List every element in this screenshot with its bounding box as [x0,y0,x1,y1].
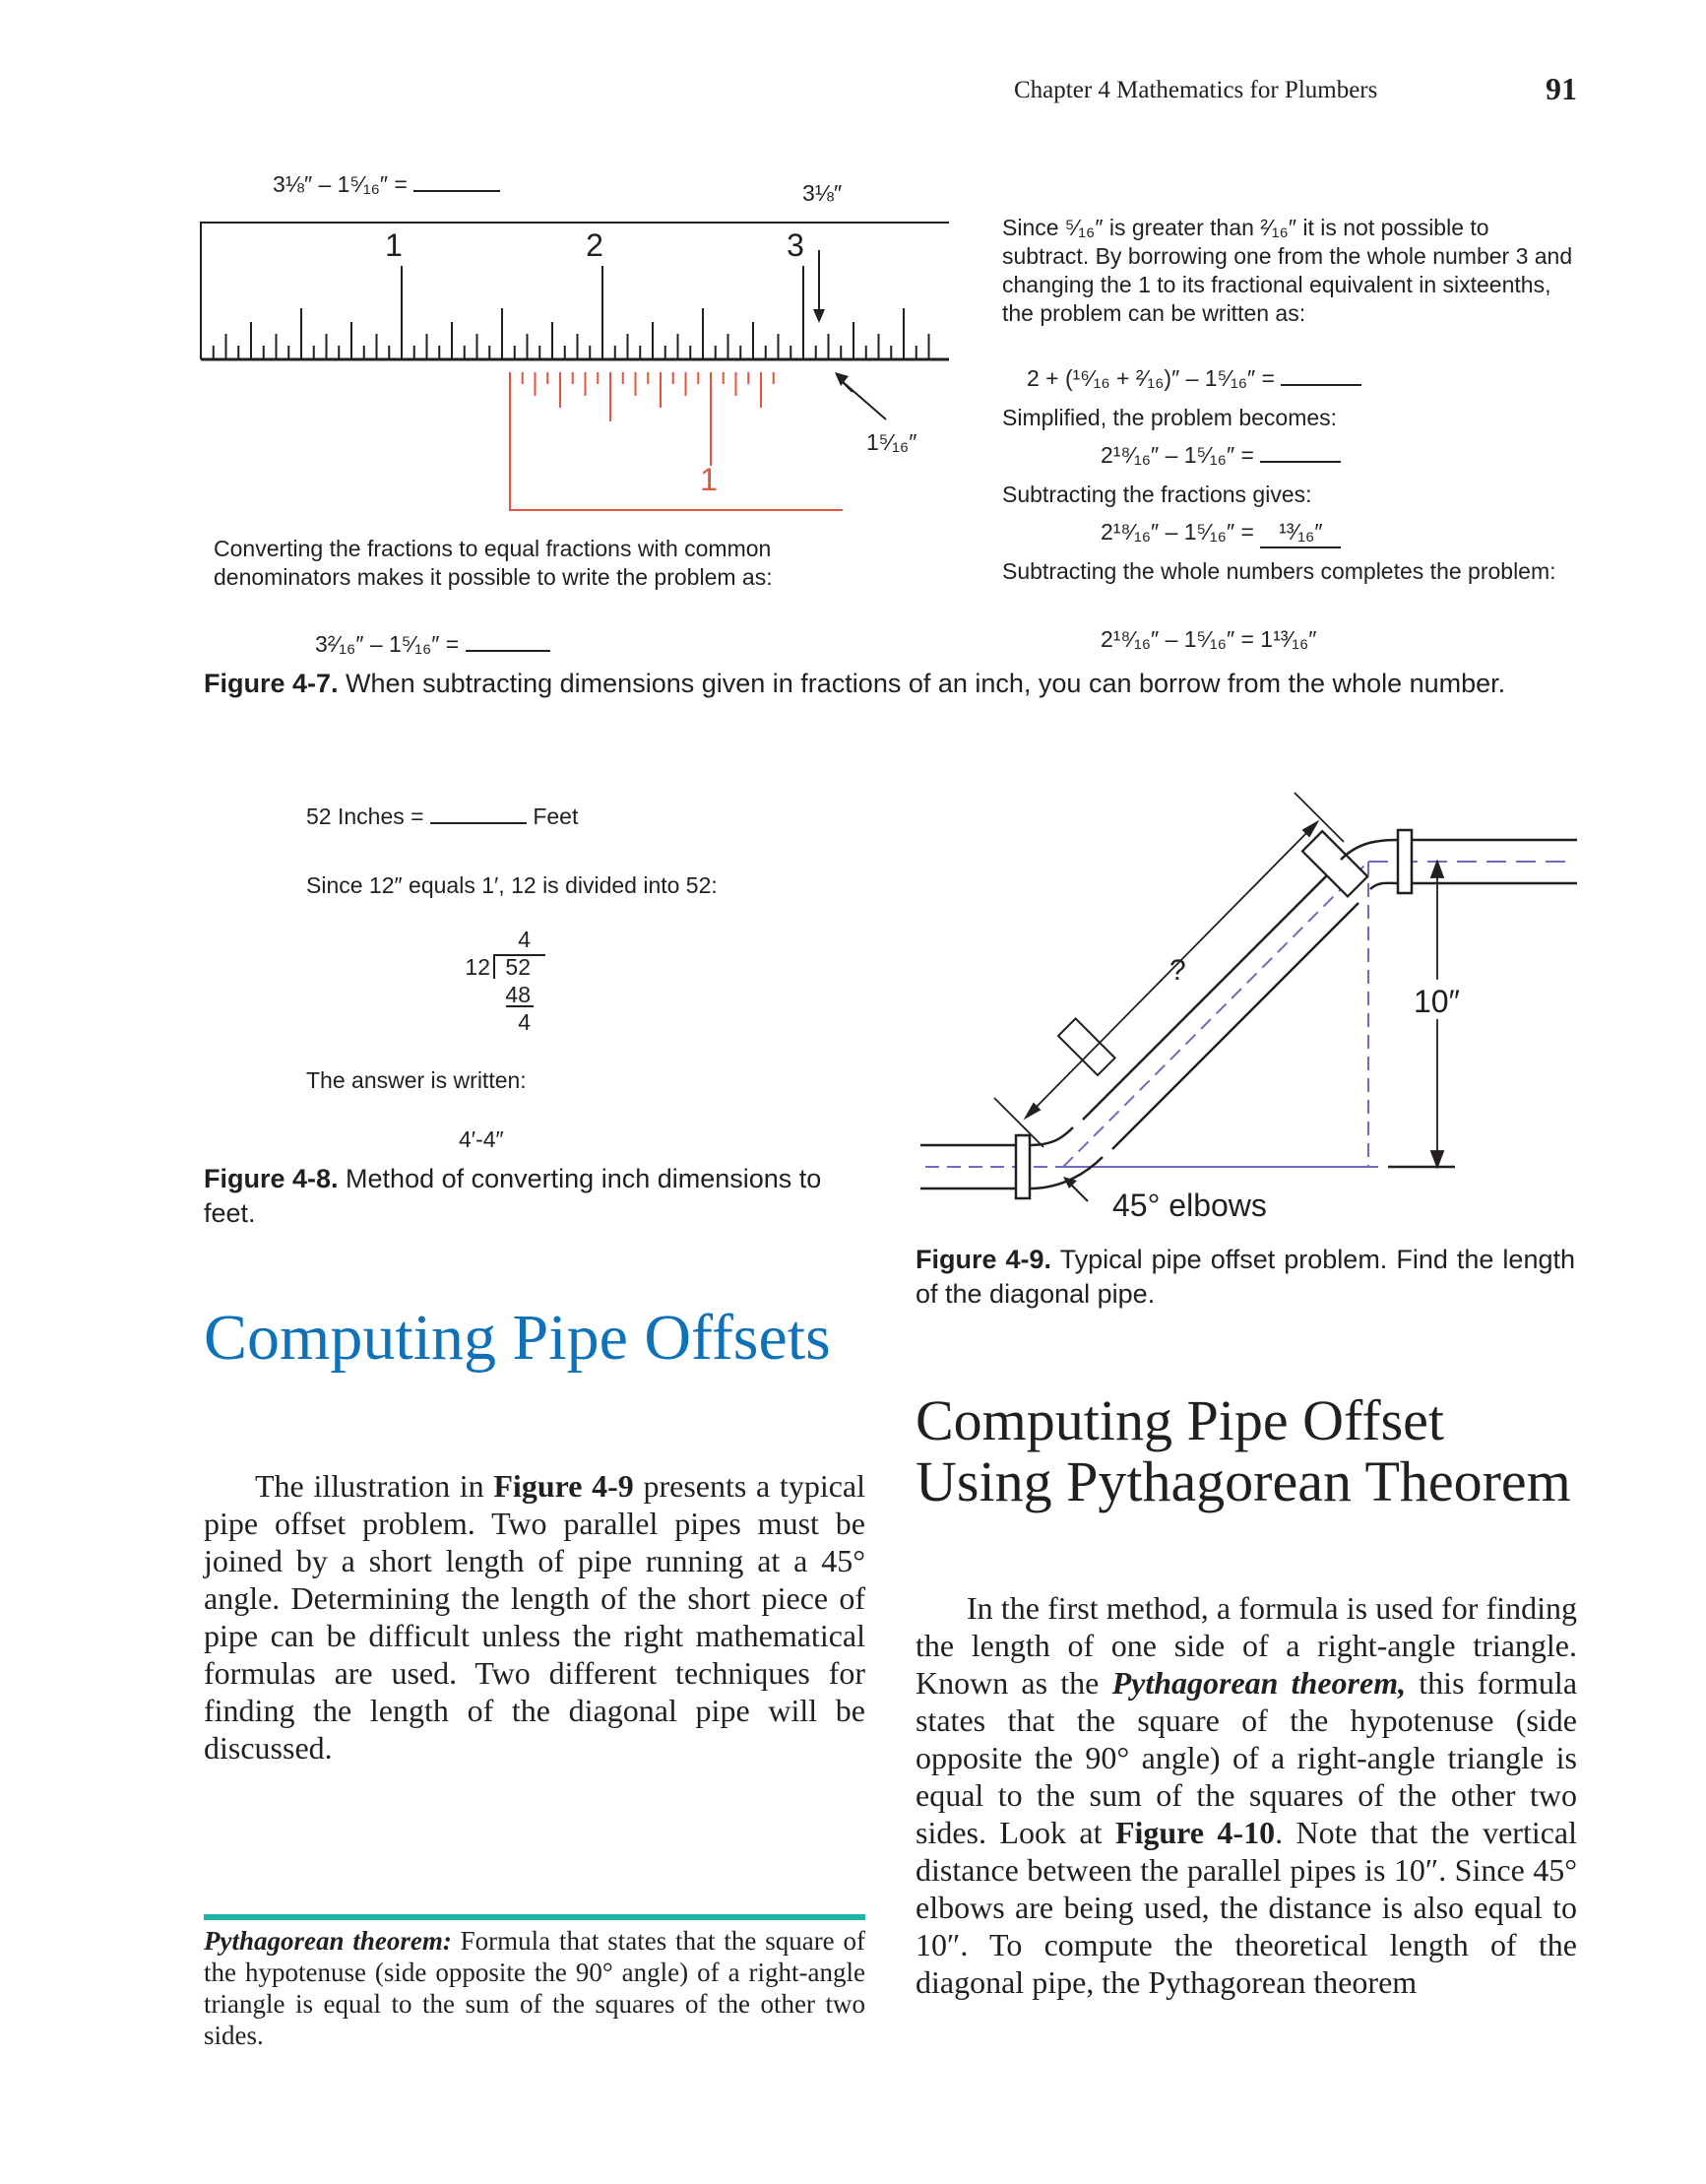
pipe-offset-diagram [916,783,1585,1236]
fig47-sub-frac: Subtracting the fractions gives: [1002,482,1312,507]
figure-reference: Figure 4-9 [493,1468,634,1504]
fig48-line1: 52 Inches = Feet [306,803,579,829]
figure-reference: Figure 4-10 [1114,1815,1276,1850]
red-ruler-number-1: 1 [700,462,718,497]
diagonal-question-mark: ? [1169,954,1186,987]
fig47-eq3: 2¹⁸⁄₁₆″ – 1⁵⁄₁₆″ = ¹³⁄₁₆″ [1101,518,1341,548]
fig47-eq4: 2¹⁸⁄₁₆″ – 1⁵⁄₁₆″ = 1¹³⁄₁₆″ [1101,626,1317,652]
fig48-line2: Since 12″ equals 1′, 12 is divided into 52: [306,872,718,898]
diagonal-pipe [1058,831,1367,1149]
fig47-problem: 3⅛″ – 1⁵⁄₁₆″ = [273,170,500,199]
svg-text:4: 4 [518,927,531,952]
page-number: 91 [1546,71,1577,106]
caption-label: Figure 4-8. [204,1164,339,1193]
fig48-answer-label: The answer is written: [306,1067,527,1093]
figure-4-9-caption: Figure 4-9. Typical pipe offset problem. Find the length of the diagonal pipe. [916,1245,1575,1309]
section1-paragraph: The illustration in Figure 4-9 presents a typical pipe offset problem. Two parallel pipes must be joined by a short length of pipe running at a 45° angle. Determining the length of the short piece of pipe can be difficult unless the right mathematical formulas are used. Two different techniques for finding the length of the diagonal pipe will be discussed. [204,1468,866,1766]
ruler-label-bottom: 1⁵⁄₁₆″ [866,429,917,455]
fig47-eq1: 2 + (¹⁶⁄₁₆ + ²⁄₁₆)″ – 1⁵⁄₁₆″ = [1027,364,1361,393]
section2-paragraph: In the first method, a formula is used for finding the length of one side of a right-angle triangle. Known as the Pythagorean theorem, this formula states that the square of the hypotenuse (side opposite the 90° angle) of a right-angle triangle is equal to the sum of the squares of the other two sides. Look at Figure 4-10. Note that the vertical distance between the parallel pipes is 10″. Since 45° elbows are being used, the distance is also equal to 10″. To compute the theoretical length of the diagonal pipe, the Pythagorean theorem [916,1590,1578,2000]
dimension-10-inch: 10″ [1414,984,1460,1019]
ruler-label-top: 3⅛″ [802,180,843,206]
fig47-left-eq: 3²⁄₁₆″ – 1⁵⁄₁₆″ = [315,630,550,659]
definition-box: Pythagorean theorem: Formula that states that the square of the hypotenuse (side opposite the 90° angle) of a right-angle triangle is equal to the sum of the squares of the other two sides. [204,1926,865,2050]
fig47-sub-whole: Subtracting the whole numbers completes the problem: [1002,558,1556,584]
ruler-number-1: 1 [385,227,403,263]
arrow-1-5-16 [841,380,886,419]
fig48-answer: 4′-4″ [459,1126,504,1152]
red-ruler [510,372,843,510]
term-pythagorean: Pythagorean theorem, [1111,1665,1407,1701]
svg-text:52: 52 [505,954,531,980]
section-heading-computing-pipe-offsets: Computing Pipe Offsets [204,1302,831,1374]
svg-text:4: 4 [518,1009,531,1035]
caption-label: Figure 4-9. [916,1245,1052,1274]
section-heading-pythagorean: Computing Pipe Offset Using Pythagorean Theorem [916,1388,1571,1513]
svg-text:48: 48 [505,982,531,1007]
ruler-diagram [197,197,975,522]
figure-4-8-caption: Figure 4-8. Method of converting inch dimensions to feet. [204,1164,822,1228]
long-division [455,924,553,1042]
fig47-left-text: Converting the fractions to equal fractions with common denominators makes it possible to write the problem as: [214,536,773,590]
pipe-centerlines [925,862,1575,1167]
running-header: Chapter 4 Mathematics for Plumbers [1014,77,1378,103]
figure-4-7-caption: Figure 4-7. When subtracting dimensions given in fractions of an inch, you can borrow from the whole number. [204,669,1506,698]
svg-text:12: 12 [465,954,490,980]
fig47-right-text: Since ⁵⁄₁₆″ is greater than ²⁄₁₆″ it is not possible to subtract. By borrowing one from the whole number 3 and changing the 1 to its fractional equivalent in sixteenths, the problem can be written as: [1002,215,1573,326]
ruler-number-2: 2 [586,227,603,263]
fig47-simplified: Simplified, the problem becomes: [1002,405,1338,430]
ruler-number-3: 3 [787,227,804,263]
black-ruler [201,223,949,359]
elbow-label: 45° elbows [1112,1188,1267,1223]
definition-rule [204,1914,865,1920]
fig47-eq2: 2¹⁸⁄₁₆″ – 1⁵⁄₁₆″ = [1101,441,1341,470]
definition-term: Pythagorean theorem: [204,1926,452,1956]
arrow-head-top [813,309,825,323]
caption-label: Figure 4-7. [204,669,339,698]
